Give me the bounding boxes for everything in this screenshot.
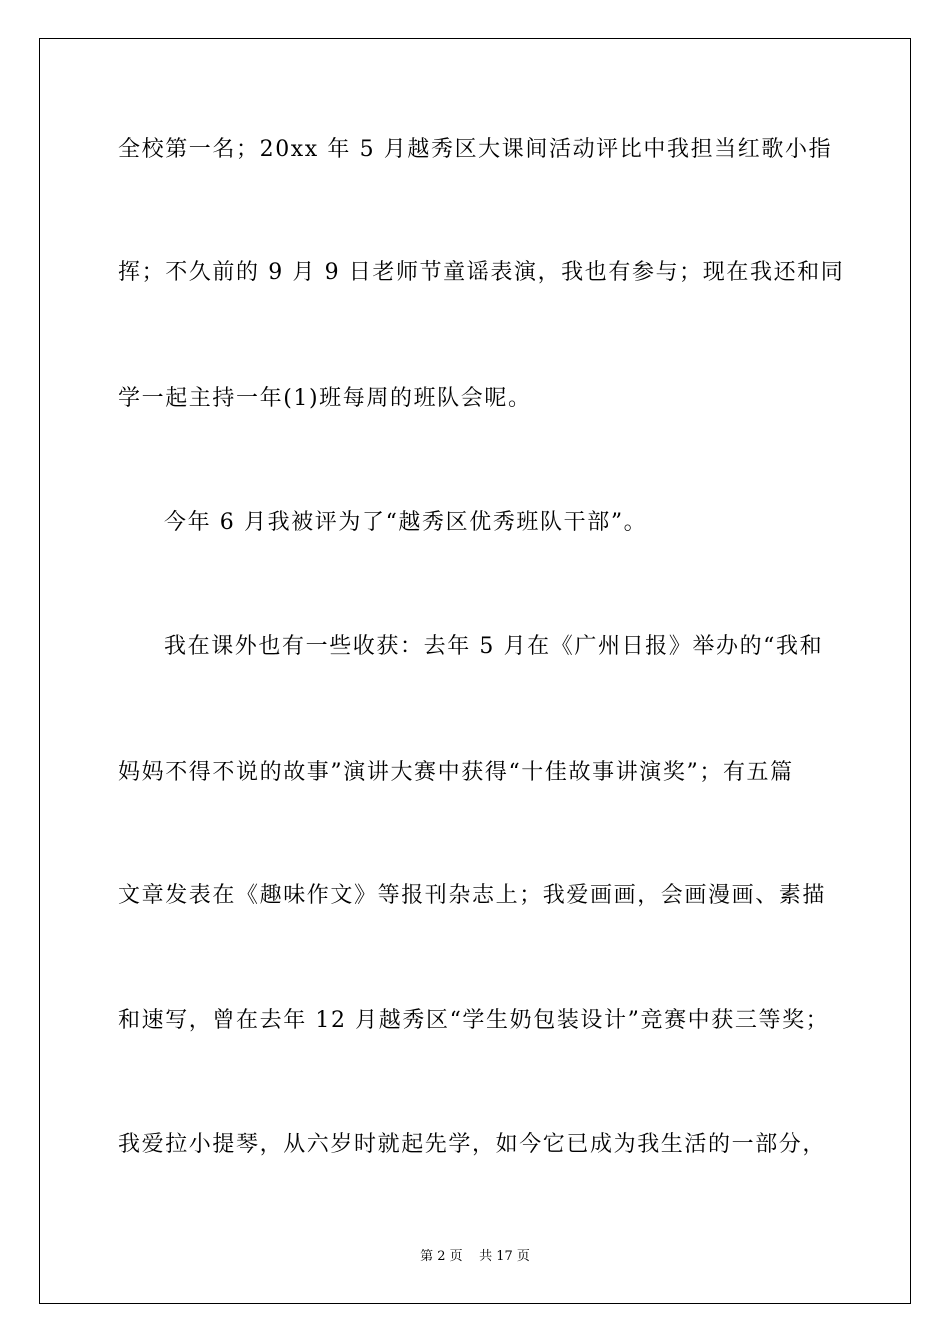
text-line-1: 全校第一名；20xx 年 5 月越秀区大课间活动评比中我担当红歌小指: [118, 137, 833, 162]
text-line-6: 妈妈不得不说的故事”演讲大赛中获得“十佳故事讲演奖”；有五篇: [118, 760, 794, 785]
page-footer: 第 2 页 共 17 页: [420, 1249, 530, 1264]
text-line-5: 我在课外也有一些收获：去年 5 月在《广州日报》举办的“我和: [164, 634, 824, 659]
text-line-4: 今年 6 月我被评为了“越秀区优秀班队干部”。: [164, 510, 648, 535]
text-line-8: 和速写，曾在去年 12 月越秀区“学生奶包装设计”竞赛中获三等奖；: [118, 1008, 830, 1033]
text-line-7: 文章发表在《趣味作文》等报刊杂志上；我爱画画，会画漫画、素描: [118, 883, 827, 908]
text-line-2: 挥；不久前的 9 月 9 日老师节童谣表演，我也有参与；现在我还和同: [118, 260, 845, 285]
text-line-9: 我爱拉小提琴，从六岁时就起先学，如今它已成为我生活的一部分，: [118, 1132, 827, 1157]
page-border: [39, 38, 911, 1304]
text-line-3: 学一起主持一年(1)班每周的班队会呢。: [118, 386, 532, 411]
